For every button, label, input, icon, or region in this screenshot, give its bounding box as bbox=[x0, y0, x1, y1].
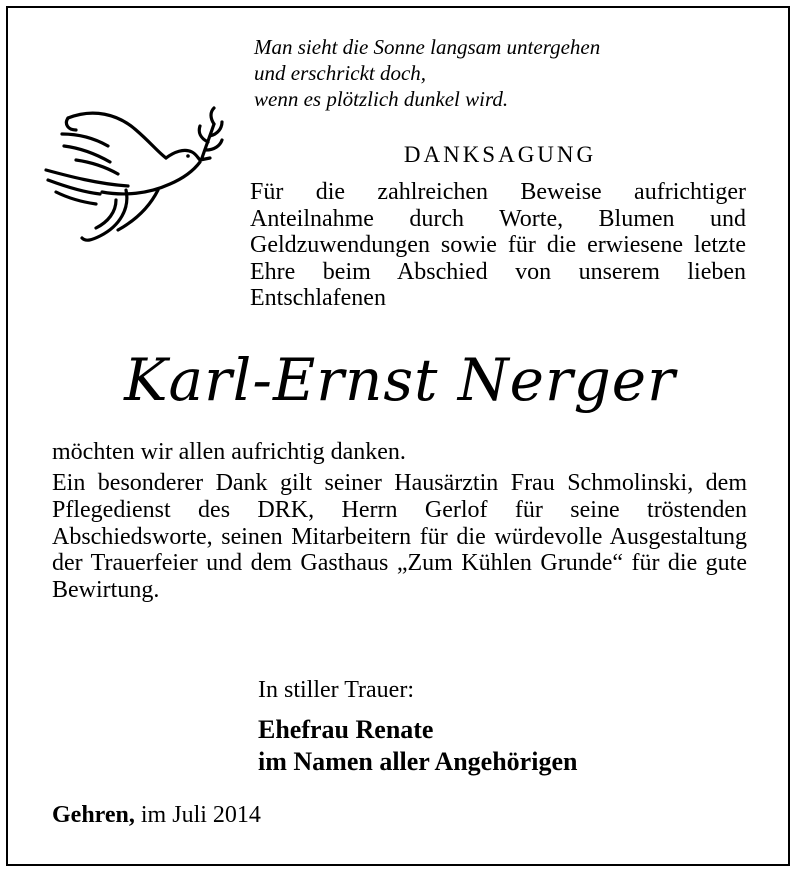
mourning-label: In stiller Trauer: bbox=[258, 677, 414, 703]
poem-line-3: wenn es plötzlich dunkel wird. bbox=[254, 87, 509, 111]
special-thanks-paragraph: Ein besonderer Dank gilt seiner Hausärztin Frau Schmolinski, dem Pflegedienst des DRK, Herrn Gerlof für seine tröstenden Abschiedsworte, seinen Mitarbeitern für die würdevolle Ausgestaltung der Trauerfeier und dem Gasthaus „Zum Kühlen Grunde“ für die gute Bewirtung. bbox=[52, 470, 747, 604]
place-date bbox=[52, 800, 261, 830]
poem-line-1: Man sieht die Sonne langsam untergehen bbox=[254, 35, 601, 59]
poem bbox=[254, 34, 600, 112]
signer-line-1: Ehefrau Renate bbox=[258, 715, 434, 744]
signer-line-2: im Namen aller Angehörigen bbox=[258, 747, 578, 776]
heading-danksagung: DANKSAGUNG bbox=[403, 142, 597, 167]
place: Gehren, bbox=[52, 802, 135, 828]
poem-line-2: und erschrickt doch, bbox=[254, 61, 427, 85]
signers bbox=[258, 714, 577, 778]
dove-with-olive-branch-icon bbox=[38, 100, 228, 250]
intro-paragraph: Für die zahlreichen Beweise aufrichtiger Anteilnahme durch Worte, Blumen und Geldzuwendungen sowie für die erwiesene letzte Ehre beim Abschied von unserem lieben Entschlafenen bbox=[250, 179, 746, 311]
date: im Juli 2014 bbox=[140, 802, 261, 828]
thanks-line: möchten wir allen aufrichtig danken. bbox=[52, 439, 406, 465]
deceased-name: Karl-Ernst Nerger bbox=[124, 346, 676, 414]
